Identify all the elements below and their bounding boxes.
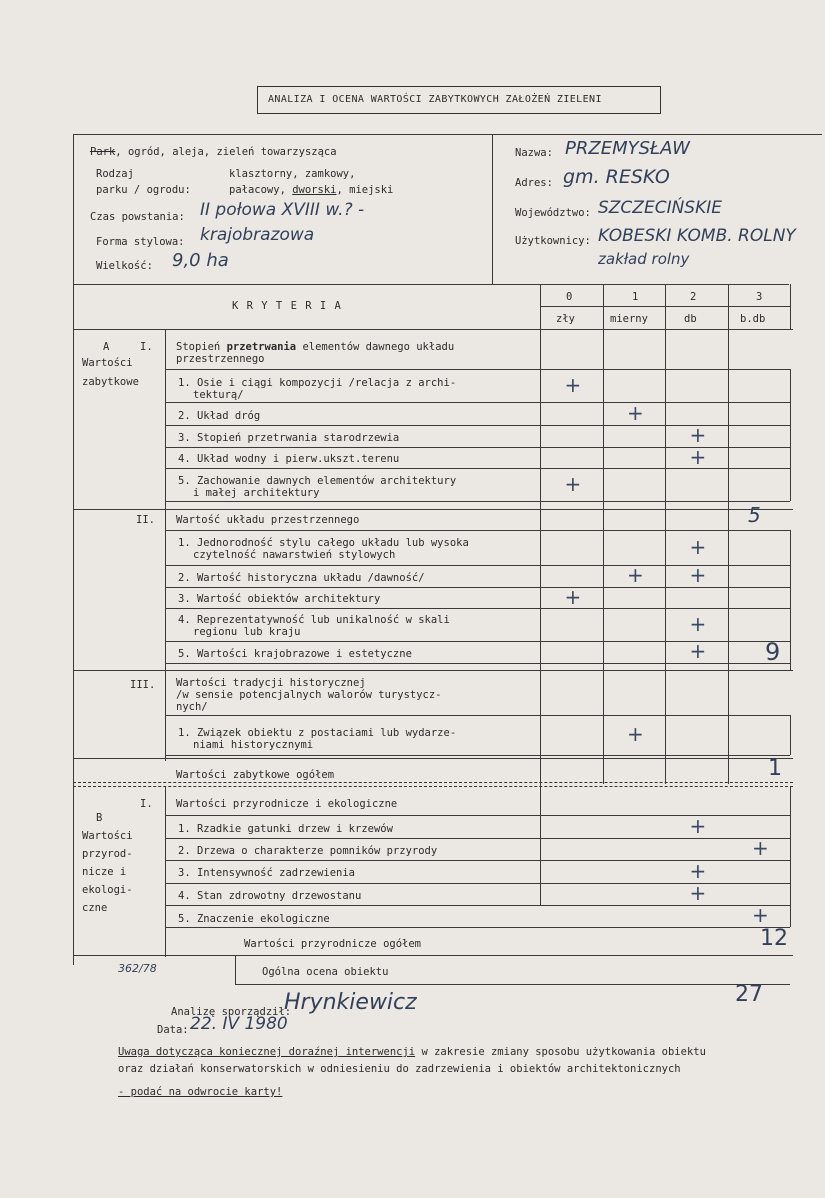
score-mark-a3-1-col1: + — [627, 722, 644, 746]
a3-title-3: nych/ — [176, 701, 208, 713]
a2-item-4-line1: 4. Reprezentatywność lub unikalność w skali — [178, 614, 450, 626]
signature: Hrynkiewicz — [284, 990, 417, 1015]
rodzaj-miejski: , miejski — [336, 184, 394, 196]
b-item-2: 2. Drzewa o charakterze pomników przyrody — [178, 845, 438, 857]
score-mark-a1-2-col1: + — [627, 400, 644, 425]
score-mark-a2-2-col2: + — [689, 563, 707, 587]
note-line-1-underlined: Uwaga dotycząca koniecznej doraźnej interwencji — [118, 1046, 416, 1058]
form-title: ANALIZA I OCENA WARTOŚCI ZABYTKOWYCH ZAŁOŻEŃ ZIELENI — [268, 94, 602, 105]
score-col-rule-right-b — [790, 787, 791, 927]
score-col-rule-4 — [790, 284, 791, 329]
score-0: 0 — [566, 291, 573, 303]
table-header-bottom-rule — [73, 329, 793, 330]
rodzaj-dworski: dworski — [292, 184, 337, 196]
adres-label: Adres: — [515, 177, 553, 189]
rodzaj-line1: klasztorny, zamkowy, — [229, 168, 356, 180]
row-rule-a1-1 — [165, 369, 790, 370]
nazwa-label: Nazwa: — [515, 147, 553, 159]
score-col-rule-right-a2 — [790, 530, 791, 670]
overall-label: Ogólna ocena obiektu — [262, 966, 389, 978]
score-mark-b-3-col2: + — [689, 858, 707, 883]
a2-item-2: 2. Wartość historyczna układu /dawność/ — [178, 572, 425, 584]
a-total-value: 1 — [768, 756, 782, 781]
a3-item-1-line1: 1. Związek obiektu z postaciami lub wydarze- — [178, 727, 457, 739]
score-col-rule-right-a3 — [790, 715, 791, 755]
score-mark-a1-3-col2: + — [689, 423, 707, 447]
score-2: 2 — [690, 291, 697, 303]
a2-item-1-line1: 1. Jednorodność stylu całego układu lub wysoka — [178, 537, 469, 549]
a1-title-line2: przestrzennego — [176, 353, 265, 365]
score-mark-a1-5-col0: + — [564, 471, 582, 496]
score-col-rule-2 — [665, 284, 666, 784]
b-total-value: 12 — [760, 926, 788, 951]
row-rule-bottom-a3-1 — [165, 755, 790, 756]
note-line-1-rest: w zakresie zmiany sposobu użytkowania obiektu — [415, 1046, 706, 1058]
row-rule-a3-title — [73, 670, 793, 671]
parku-label: parku / ogrodu: — [96, 184, 191, 196]
section-b-label-5: czne — [82, 902, 108, 914]
section-b-label-1: Wartości — [82, 830, 133, 842]
a-total-label: Wartości zabytkowe ogółem — [176, 769, 335, 781]
a1-item-5-line1: 5. Zachowanie dawnych elementów architektury — [178, 475, 457, 487]
a2-item-4-line2: regionu lub kraju — [193, 626, 301, 638]
section-b-label-4: ekologi- — [82, 884, 133, 896]
score-col-rule-right-a1 — [790, 369, 791, 501]
uzyt-value2: zakład rolny — [598, 250, 690, 268]
row-rule-bottom-b-5 — [165, 927, 790, 928]
a2-item-5: 5. Wartości krajobrazowe i estetyczne — [178, 648, 412, 660]
uzyt-label: Użytkownicy: — [515, 235, 591, 247]
score-mark-b-5-col3: + — [752, 903, 769, 927]
overall-bottom-rule — [235, 984, 790, 985]
czas-label: Czas powstania: — [90, 211, 185, 223]
score-mark-a2-4-col2: + — [689, 611, 707, 636]
woj-label: Województwo: — [515, 207, 591, 219]
row-rule-b-5 — [165, 905, 790, 906]
section-b-divider — [165, 787, 166, 957]
sporzadzil-label: Analizę sporządził: — [171, 1006, 292, 1018]
score-mark-a2-5-col2: + — [689, 639, 707, 663]
row-rule-bottom-a1-5 — [165, 501, 790, 502]
section-b-label-2: przyrod- — [82, 848, 133, 860]
woj-value: SZCZECIŃSKIE — [598, 198, 722, 218]
rodzaj-palacowy: pałacowy, — [229, 184, 293, 196]
a2-sum2: 9 — [765, 638, 781, 666]
a1-title-c: elementów dawnego układu — [296, 341, 455, 353]
header-divider — [492, 134, 493, 284]
a3-title-1: Wartości tradycji historycznej — [176, 677, 366, 689]
row-rule-a2-3 — [165, 587, 790, 588]
header-top-rule — [73, 134, 822, 135]
a1-title — [176, 341, 454, 353]
score-mark-b-1-col2: + — [689, 813, 707, 838]
section-a-letter: A — [103, 341, 110, 353]
kryteria-header: K R Y T E R I A — [232, 300, 342, 312]
forma-value: krajobrazowa — [200, 225, 315, 245]
row-rule-bottom-a2-5 — [165, 663, 790, 664]
note-line-1 — [118, 1046, 706, 1058]
overall-left-rule — [235, 955, 236, 985]
wielkosc-value: 9,0 ha — [172, 250, 229, 271]
section-a-label1: Wartości — [82, 357, 133, 369]
section-a-label2: zabytkowe — [82, 376, 139, 388]
row-rule-a1-2 — [165, 402, 790, 403]
a1-title-b: przetrwania — [226, 341, 297, 353]
park-type-struck: Park — [90, 146, 116, 158]
czas-value: II połowa XVIII w.? - — [200, 200, 365, 220]
b-item-3: 3. Intensywność zadrzewienia — [178, 867, 356, 879]
park-type-line — [90, 146, 337, 158]
section-a3-roman: III. — [130, 679, 156, 691]
a2-item-1-line2: czytelność nawarstwień stylowych — [193, 549, 396, 561]
data-value: 22. IV 1980 — [190, 1014, 288, 1034]
note-line-2: oraz działań konserwatorskich w odniesieniu do zadrzewienia i obiektów architektonicznych — [118, 1063, 681, 1075]
section-b-roman: I. — [140, 798, 153, 810]
wielkosc-label: Wielkość: — [96, 260, 153, 272]
score-3: 3 — [756, 291, 763, 303]
row-rule-a2-1 — [165, 530, 790, 531]
data-label: Data: — [157, 1024, 189, 1036]
note-line-3: - podać na odwrocie karty! — [118, 1086, 283, 1098]
score-mark-b-2-col3: + — [752, 836, 769, 860]
nazwa-value: PRZEMYSŁAW — [565, 138, 690, 159]
score-mark-a2-2-col1: + — [627, 563, 644, 587]
a3-title-2: /w sensie potencjalnych walorów turystycz- — [176, 689, 442, 701]
score-mark-a2-3-col0: + — [564, 584, 582, 609]
rodzaj-label: Rodzaj — [96, 168, 134, 180]
row-rule-b-total-bottom — [73, 955, 793, 956]
adres-value: gm. RESKO — [563, 166, 670, 188]
a1-item-4: 4. Układ wodny i pierw.ukszt.terenu — [178, 453, 400, 465]
overall-value: 27 — [735, 982, 763, 1007]
score-label-1: mierny — [610, 313, 648, 325]
form-title-box — [257, 86, 661, 114]
row-rule-a-total-top — [73, 758, 793, 759]
frame-left-rule — [73, 134, 74, 965]
score-1: 1 — [632, 291, 639, 303]
score-col-rule-1 — [603, 284, 604, 784]
a3-item-1-line2: niami historycznymi — [193, 739, 314, 751]
a1-item-1-line2: tekturą/ — [193, 389, 244, 401]
b-item-5: 5. Znaczenie ekologiczne — [178, 913, 330, 925]
score-mark-a1-4-col2: + — [689, 444, 707, 469]
section-a1-roman: I. — [140, 341, 153, 353]
a-total-double-rule — [73, 782, 793, 787]
park-type-rest: , ogród, aleja, zieleń towarzysząca — [115, 146, 337, 158]
b-total-label: Wartości przyrodnicze ogółem — [244, 938, 422, 950]
score-label-2: db — [684, 313, 697, 325]
archive-number: 362/78 — [118, 962, 157, 975]
score-col-rule-3 — [728, 284, 729, 784]
a2-item-3: 3. Wartość obiektów architektury — [178, 593, 381, 605]
b-item-4: 4. Stan zdrowotny drzewostanu — [178, 890, 362, 902]
section-a-divider — [165, 329, 166, 761]
row-rule-a2-4 — [165, 608, 790, 609]
forma-label: Forma stylowa: — [96, 236, 185, 248]
b-item-1: 1. Rzadkie gatunki drzew i krzewów — [178, 823, 393, 835]
a1-item-3: 3. Stopień przetrwania starodrzewia — [178, 432, 400, 444]
row-rule-a2-title — [73, 509, 793, 510]
score-mark-a1-1-col0: + — [564, 372, 582, 397]
a2-sum: 5 — [748, 503, 761, 527]
score-label-0: zły — [556, 313, 575, 325]
b-title: Wartości przyrodnicze i ekologiczne — [176, 798, 398, 810]
a1-item-2: 2. Układ dróg — [178, 410, 261, 422]
section-b-label-3: nicze i — [82, 866, 127, 878]
a1-item-1-line1: 1. Osie i ciągi kompozycji /relacja z archi- — [178, 377, 457, 389]
a1-item-5-line2: i małej architektury — [193, 487, 320, 499]
section-b-letter: B — [96, 812, 103, 824]
table-top-rule — [73, 284, 789, 285]
score-mark-a2-1-col2: + — [689, 534, 707, 559]
score-col-rule-0 — [540, 284, 541, 906]
a2-title: Wartość układu przestrzennego — [176, 514, 360, 526]
section-a2-roman: II. — [136, 514, 155, 526]
row-rule-b-2 — [165, 838, 790, 839]
uzyt-value: KOBESKI KOMB. ROLNY — [598, 226, 796, 246]
row-rule-a3-1 — [165, 715, 790, 716]
rodzaj-line2 — [229, 184, 393, 196]
a1-title-a: Stopień — [176, 341, 227, 353]
score-mark-b-4-col2: + — [689, 881, 707, 905]
score-label-3: b.db — [740, 313, 766, 325]
